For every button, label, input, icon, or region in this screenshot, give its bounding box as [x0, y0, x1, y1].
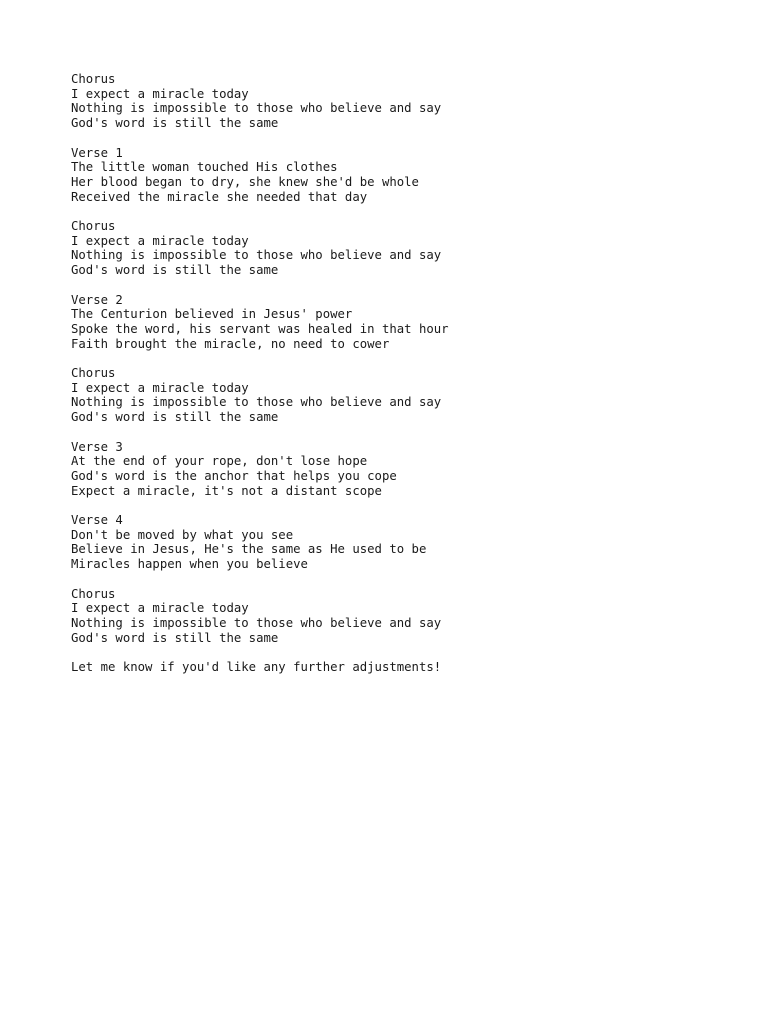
lyric-line: God's word is the anchor that helps you cope	[71, 468, 397, 483]
lyric-line: Don't be moved by what you see	[71, 527, 294, 542]
section-heading: Verse 4	[71, 513, 123, 527]
verse-2-section	[71, 293, 748, 352]
lyric-line: God's word is still the same	[71, 630, 279, 645]
section-heading: Verse 2	[71, 292, 123, 307]
section-heading: Verse 3	[71, 439, 123, 454]
lyric-line: Nothing is impossible to those who believe and say	[71, 395, 442, 410]
verse-4-section	[71, 513, 748, 572]
lyrics-document	[71, 72, 748, 689]
lyric-line: Miracles happen when you believe	[71, 557, 308, 572]
lyric-line: God's word is still the same	[71, 410, 279, 425]
section-heading: Chorus	[71, 219, 116, 233]
chorus-section	[71, 366, 748, 425]
lyric-line: I expect a miracle today	[71, 601, 249, 616]
lyric-line: I expect a miracle today	[71, 380, 249, 395]
chorus-section	[71, 587, 748, 646]
section-heading: Chorus	[71, 366, 116, 380]
section-heading: Chorus	[71, 72, 116, 86]
lyric-line: God's word is still the same	[71, 263, 279, 278]
lyric-line: God's word is still the same	[71, 116, 279, 131]
closing-text: Let me know if you'd like any further adjustments!	[71, 660, 442, 674]
section-heading: Verse 1	[71, 145, 123, 160]
lyric-line: Her blood began to dry, she knew she'd be whole	[71, 174, 419, 189]
section-heading: Chorus	[71, 586, 116, 601]
verse-1-section	[71, 146, 748, 205]
lyric-line: The Centurion believed in Jesus' power	[71, 307, 353, 322]
lyric-line: Faith brought the miracle, no need to cower	[71, 336, 390, 351]
lyric-line: I expect a miracle today	[71, 86, 249, 101]
lyric-line: Nothing is impossible to those who believe and say	[71, 101, 442, 116]
lyric-line: Expect a miracle, it's not a distant scope	[71, 483, 382, 498]
verse-3-section	[71, 440, 748, 499]
lyric-line: Nothing is impossible to those who believe and say	[71, 248, 442, 263]
lyric-line: Spoke the word, his servant was healed in that hour	[71, 321, 449, 336]
lyric-line: I expect a miracle today	[71, 233, 249, 248]
lyric-line: Believe in Jesus, He's the same as He used to be	[71, 542, 427, 557]
closing-note	[71, 660, 748, 675]
lyric-line: Nothing is impossible to those who believe and say	[71, 615, 442, 630]
lyric-line: At the end of your rope, don't lose hope	[71, 454, 368, 469]
lyric-line: Received the miracle she needed that day	[71, 189, 368, 204]
lyric-line: The little woman touched His clothes	[71, 160, 338, 175]
chorus-section	[71, 72, 748, 131]
chorus-section	[71, 219, 748, 278]
